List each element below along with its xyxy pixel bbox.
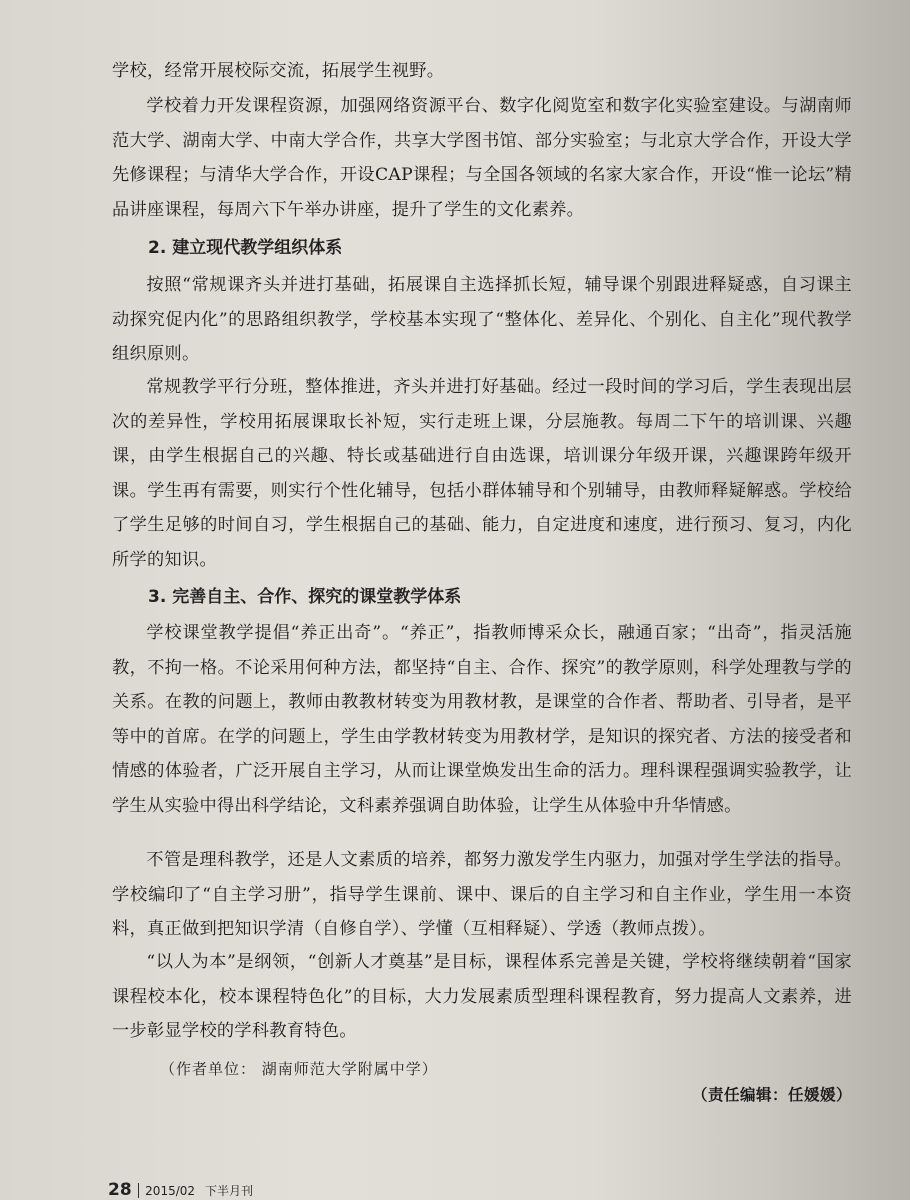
issue-date: 2015/02 bbox=[145, 1184, 196, 1198]
footer-divider bbox=[138, 1183, 140, 1198]
publication-name: 下半月刊 bbox=[205, 1184, 254, 1198]
paragraph-conclusion: “以人为本”是纲领，“创新人才奠基”是目标，课程体系完善是关键，学校将继续朝着“国家课程校本化，校本课程特色化”的目标，大力发展素质型理科课程教育，努力提高人文素养，进一步彰显学校的学科教育特色。 bbox=[112, 952, 852, 1041]
paragraph-teaching-organization: 按照“常规课齐头并进打基础，拓展课自主选择抓长短，辅导课个别跟进释疑惑，自习课主动探究促内化”的思路组织教学，学校基本实现了“整体化、差异化、个别化、自主化”现代教学组织原则。 bbox=[112, 275, 852, 364]
paragraph-course-resources: 学校着力开发课程资源，加强网络资源平台、数字化阅览室和数字化实验室建设。与湖南师范大学、湖南大学、中南大学合作，共享大学图书馆、部分实验室；与北京大学合作，开设大学先修课程；与清华大学合作，开设CAP课程；与全国各领域的名家大家合作，开设“惟一论坛”精品讲座课程，每周六下午举办讲座，提升了学生的文化素养。 bbox=[112, 96, 852, 220]
paragraph-continuation: 学校，经常开展校际交流，拓展学生视野。 bbox=[112, 61, 445, 81]
paragraph-regular-teaching: 常规教学平行分班，整体推进，齐头并进打好基础。经过一段时间的学习后，学生表现出层次的差异性，学校用拓展课取长补短，实行走班上课，分层施教。每周二下午的培训课、兴趣课，由学生根据自己的兴趣、特长或基础进行自由选课，培训课分年级开课，兴趣课跨年级开课。学生再有需要，则实行个性化辅导，包括小群体辅导和个别辅导，由教师释疑解惑。学校给了学生足够的时间自习，学生根据自己的基础、能力，自定进度和速度，进行预习、复习，内化所学的知识。 bbox=[112, 377, 852, 570]
author-affiliation: （作者单位： 湖南师范大学附属中学） bbox=[160, 1060, 438, 1078]
paragraph-learning-methods: 不管是理科教学，还是人文素质的培养，都努力激发学生内驱力，加强对学生学法的指导。学校编印了“自主学习册”，指导学生课前、课中、课后的自主学习和自主作业，学生用一本资料，真正做到把知识学清（自修自学）、学懂（互相释疑）、学透（教师点拨）。 bbox=[112, 850, 852, 939]
responsible-editor: （责任编辑：任媛媛） bbox=[691, 1086, 852, 1104]
page-footer bbox=[108, 1180, 253, 1200]
section-heading-2: 2. 建立现代教学组织体系 bbox=[148, 238, 343, 258]
section-heading-3: 3. 完善自主、合作、探究的课堂教学体系 bbox=[148, 587, 462, 607]
page-number: 28 bbox=[108, 1180, 132, 1200]
paragraph-classroom-teaching: 学校课堂教学提倡“养正出奇”。“养正”，指教师博采众长，融通百家；“出奇”，指灵活施教，不拘一格。不论采用何种方法，都坚持“自主、合作、探究”的教学原则，科学处理教与学的关系。在教的问题上，教师由教教材转变为用教材教，是课堂的合作者、帮助者、引导者，是平等中的首席。在学的问题上，学生由学教材转变为用教材学，是知识的探究者、方法的接受者和情感的体验者，广泛开展自主学习，从而让课堂焕发出生命的活力。理科课程强调实验教学，让学生从实验中得出科学结论，文科素养强调自助体验，让学生从体验中升华情感。 bbox=[112, 623, 852, 816]
